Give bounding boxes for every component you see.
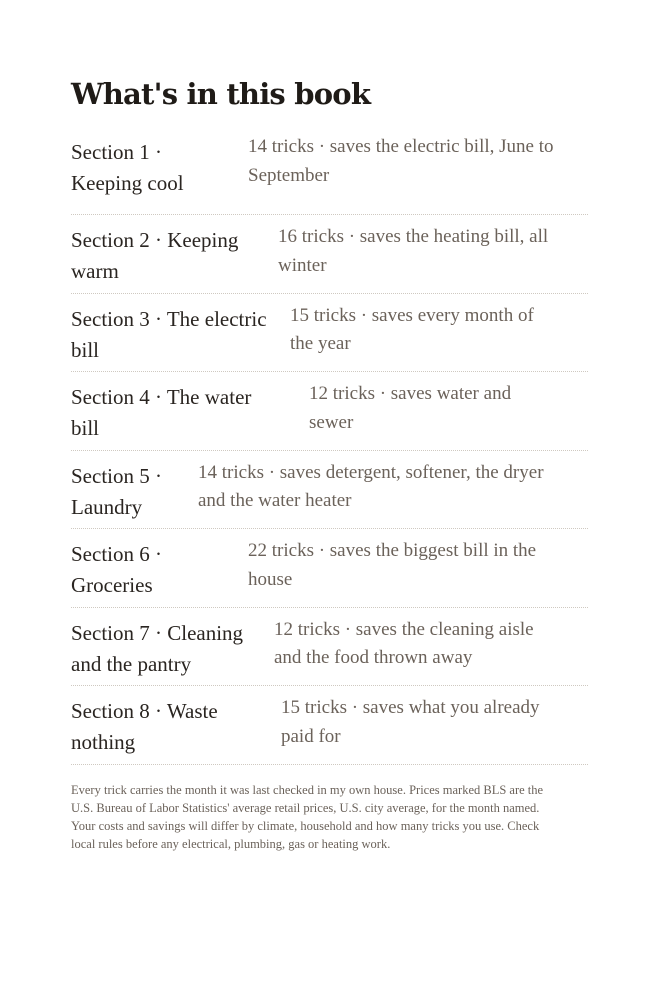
section-label: Section 2 · Keeping warm <box>71 228 239 283</box>
section-description: 12 tricks · saves the cleaning aisle and the food thrown away <box>274 618 534 668</box>
section-description: 16 tricks · saves the heating bill, all winter <box>278 226 549 276</box>
page-title: What's in this book <box>71 77 371 111</box>
toc-row-section-4[interactable] <box>71 372 588 451</box>
section-label: Section 8 · Waste nothing <box>71 699 218 754</box>
section-label: Section 1 · Keeping cool <box>71 140 184 195</box>
contents-page <box>71 72 588 853</box>
toc-row-section-7[interactable] <box>71 608 588 687</box>
section-label: Section 6 · Groceries <box>71 542 162 597</box>
section-label: Section 7 · Cleaning and the pantry <box>71 620 244 676</box>
toc-row-section-6[interactable] <box>71 529 588 608</box>
section-description: 14 tricks · saves the electric bill, June to September <box>248 136 554 186</box>
toc-row-section-5[interactable] <box>71 451 588 530</box>
toc-row-section-8[interactable] <box>71 686 588 765</box>
section-label: Section 4 · The water bill <box>71 385 252 440</box>
toc-row-section-3[interactable] <box>71 294 588 373</box>
section-description: 15 tricks · saves every month of the year <box>290 304 534 354</box>
section-label: Section 3 · The electric bill <box>71 306 267 362</box>
footnote: Every trick carries the month it was last checked in my own house. Prices marked BLS are the U.S. Bureau of Labor Statistics' average retail prices, U.S. city average, for the month named. Your costs and savings will differ by climate, household and how many tricks you use. Check local rules before any electrical, plumbing, gas or heating work. <box>71 782 544 852</box>
toc-row-section-2[interactable] <box>71 215 588 294</box>
section-label: Section 5 · Laundry <box>71 463 162 519</box>
toc-row-section-1[interactable] <box>71 137 588 215</box>
section-description: 14 tricks · saves detergent, softener, the dryer and the water heater <box>198 461 544 511</box>
section-description: 12 tricks · saves water and sewer <box>309 383 512 433</box>
section-description: 15 tricks · saves what you already paid for <box>281 697 540 747</box>
section-description: 22 tricks · saves the biggest bill in the house <box>248 540 537 590</box>
table-of-contents <box>71 137 588 765</box>
